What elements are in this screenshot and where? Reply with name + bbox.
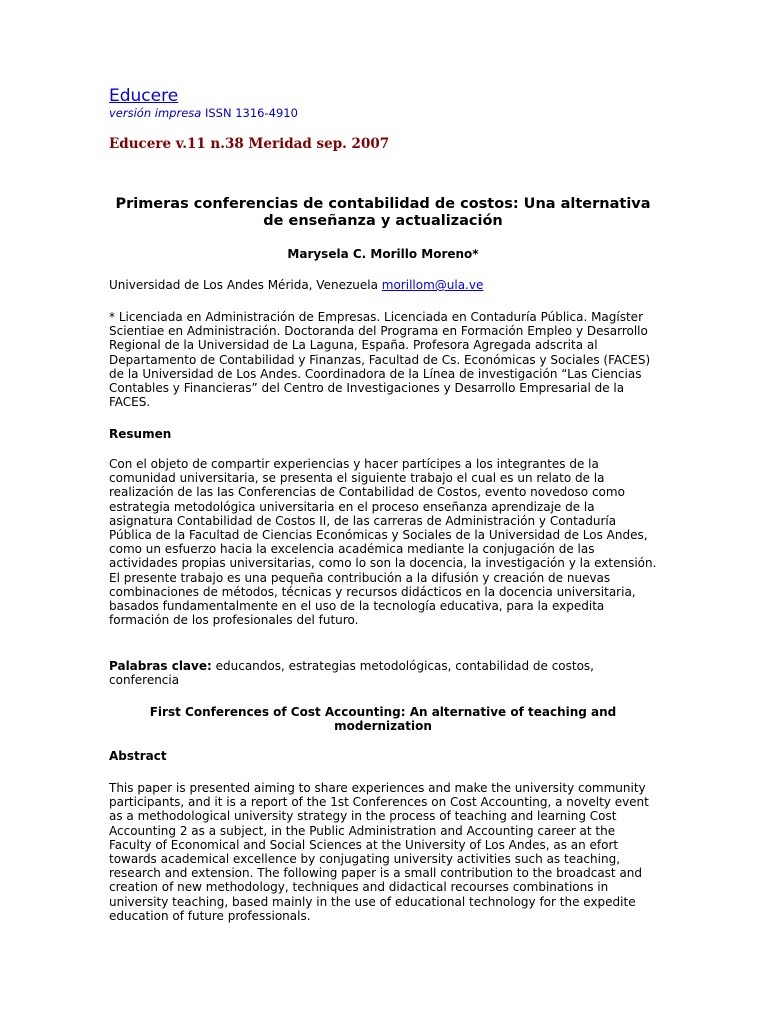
issn: ISSN 1316-4910	[204, 106, 298, 120]
affiliation-line	[109, 278, 657, 292]
abstract-text: This paper is presented aiming to share experiences and make the university community participants, and it is a report of the 1st Conferences on Cost Accounting, a novelty event as a methodological university strategy in the process of teaching and learning Cost Accounting 2 as a subject, in the Public Administration and Accounting career at the Faculty of Economical and Social Sciences at the University of Los Andes, as an efort towards academical excellence by conjugating university activities such as teaching, research and extension. The following paper is a small contribution to the broadcast and creation of new methodology, techniques and didactical recourses combinations in university teaching, based mainly in the use of educational technology for the expedite education of future professionals.	[109, 781, 649, 923]
resumen-heading: Resumen	[109, 427, 172, 441]
version-line	[109, 106, 298, 120]
abstract-heading: Abstract	[109, 749, 167, 763]
article-author: Marysela C. Morillo Moreno*	[287, 247, 479, 261]
issue-info: Educere v.11 n.38 Meridad sep. 2007	[109, 136, 390, 152]
journal-link[interactable]: Educere	[109, 86, 179, 106]
english-title: First Conferences of Cost Accounting: An alternative of teaching and modernization	[149, 705, 617, 734]
affiliation: Universidad de Los Andes Mérida, Venezuela	[109, 278, 378, 292]
resumen-text: Con el objeto de compartir experiencias y hacer partícipes a los integrantes de la comunidad universitaria, se presenta el siguiente trabajo el cual es un relato de la realización de las Ias Conferencias de Contabilidad de Costos, evento novedoso como estrategia metodológica universitaria en el proceso enseñanza aprendizaje de la asignatura Contabilidad de Costos II, de las carreras de Administración y Contaduría Pública de la Facultad de Ciencias Económicas y Sociales de la Universidad de Los Andes, como un esfuerzo hacia la excelencia académica mediante la conjugación de las actividades propias universitarias, como lo son la docencia, la investigación y la extensión. El presente trabajo es una pequeña contribución a la difusión y creación de nuevas combinaciones de métodos, técnicas y recursos didácticos en la docencia universitaria, basados fundamentalmente en el uso de la tecnología educativa, para la expedita formación de los profesionales del futuro.	[109, 457, 657, 628]
keywords-text: educandos, estrategias metodológicas, contabilidad de costos, conferencia	[109, 659, 594, 688]
author-email-link[interactable]: morillom@ula.ve	[381, 278, 484, 292]
article-title: Primeras conferencias de contabilidad de costos: Una alternativa de enseñanza y actualización	[115, 196, 651, 229]
author-note: * Licenciada en Administración de Empresas. Licenciada en Contaduría Pública. Magíster Scientiae en Administración. Doctoranda del Programa en Formación Empleo y Desarrollo Regional de la Universidad de La Laguna, España. Profesora Agregada adscrita al Departamento de Contabilidad y Finanzas, Facultad de Cs. Económicas y Sociales (FACES) de la Universidad de Los Andes. Coordinadora de la Línea de investigación “Las Ciencias Contables y Financieras” del Centro de Investigaciones y Desarrollo Empresarial de la FACES.	[109, 310, 651, 410]
version-label: versión impresa	[109, 106, 202, 120]
keywords-label: Palabras clave:	[109, 659, 212, 673]
keywords	[109, 659, 657, 687]
